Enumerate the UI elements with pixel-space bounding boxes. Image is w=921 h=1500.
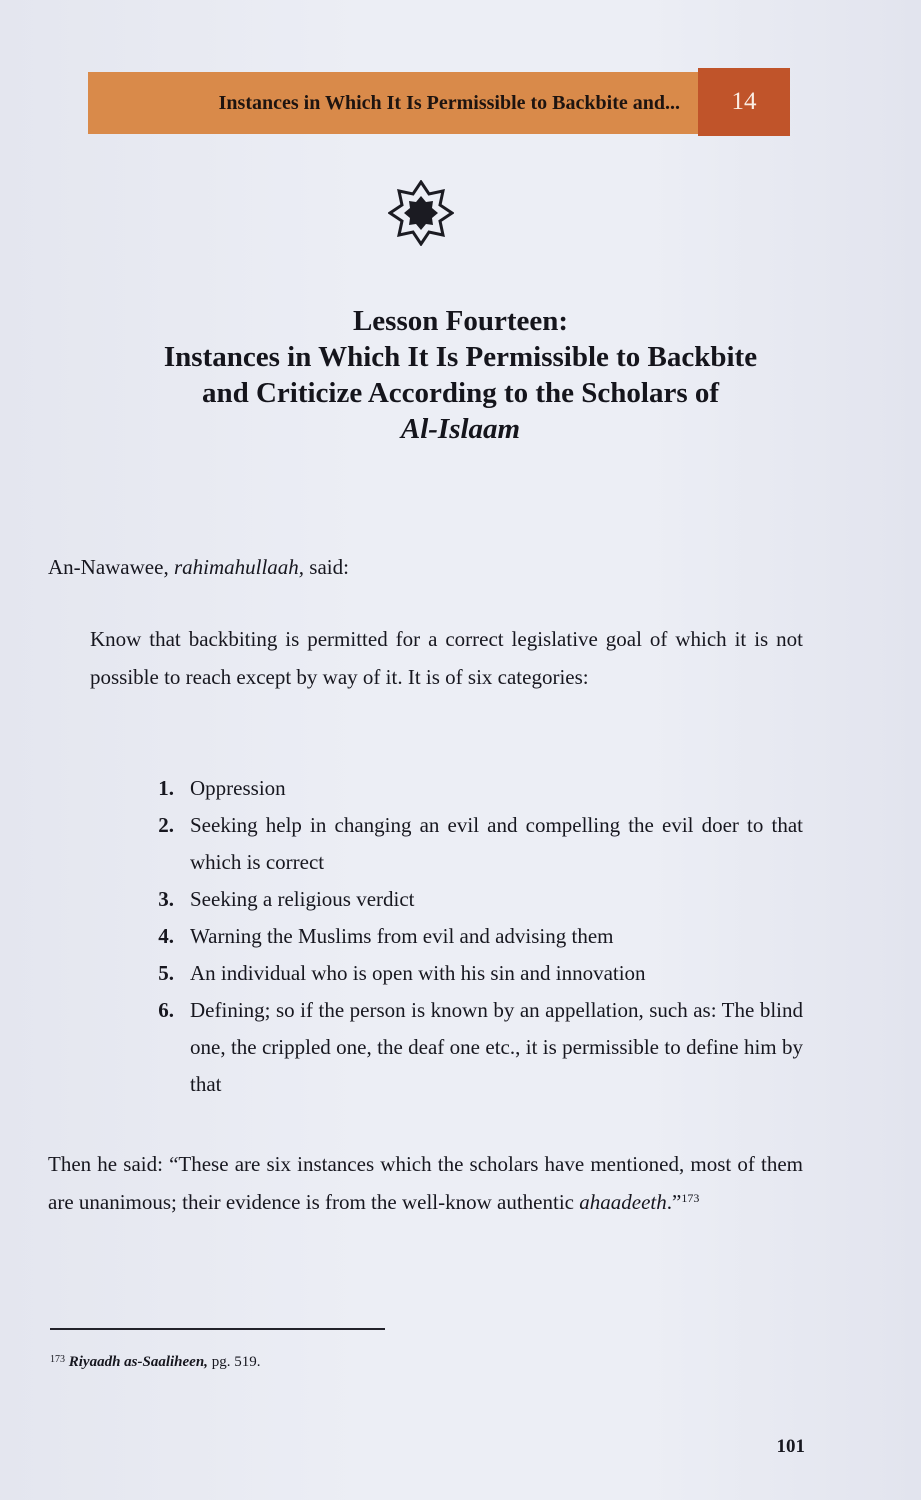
lesson-title-line-2: Instances in Which It Is Permissible to Backbite bbox=[163, 341, 758, 373]
running-header-title: Instances in Which It Is Permissible to Backbite and... bbox=[218, 91, 680, 114]
lesson-title bbox=[40, 303, 881, 447]
list-item-number: 3. bbox=[158, 887, 174, 911]
closing-text: Then he said: “These are six instances which the scholars have mentioned, most of them are unanimous; their evidence is from the well-know authentic bbox=[48, 1152, 803, 1214]
eight-point-star-icon bbox=[388, 180, 454, 246]
list-item-text: Defining; so if the person is known by an appellation, such as: The blind one, the crippled one, the deaf one etc., it is permissible to define him by that bbox=[190, 998, 803, 1096]
footnote-source: Riyaadh as-Saaliheen, bbox=[68, 1354, 208, 1370]
list-item-number: 6. bbox=[158, 998, 174, 1022]
ornament-inner-star bbox=[404, 196, 438, 230]
list-item bbox=[120, 881, 803, 918]
intro-author: An-Nawawee, bbox=[48, 555, 169, 579]
list-item bbox=[120, 807, 803, 881]
running-header bbox=[88, 72, 698, 134]
list-item-text: Oppression bbox=[190, 776, 286, 800]
footnote bbox=[50, 1350, 260, 1372]
page-number: 101 bbox=[776, 1436, 805, 1457]
intro-verb: said: bbox=[309, 555, 349, 579]
chapter-number-box bbox=[698, 68, 790, 136]
list-item-text: Warning the Muslims from evil and advising them bbox=[190, 924, 614, 948]
footnote-divider bbox=[50, 1328, 385, 1330]
quoted-paragraph: Know that backbiting is permitted for a correct legislative goal of which it is not possible to reach except by way of it. It is of six categories: bbox=[90, 627, 803, 689]
categories-list bbox=[120, 770, 803, 1103]
list-item-number: 4. bbox=[158, 924, 174, 948]
closing-paragraph bbox=[48, 1145, 803, 1221]
list-item bbox=[120, 992, 803, 1103]
footnote-number: 173 bbox=[50, 1354, 65, 1365]
footnote-reference[interactable]: 173 bbox=[681, 1191, 700, 1205]
intro-honorific: rahimahullaah, bbox=[173, 555, 305, 579]
closing-italic: ahaadeeth bbox=[579, 1190, 667, 1214]
lesson-title-line-4: Al-Islaam bbox=[400, 413, 521, 445]
list-item-text: Seeking a religious verdict bbox=[190, 887, 415, 911]
list-item-text: An individual who is open with his sin and innovation bbox=[190, 961, 646, 985]
list-item-number: 2. bbox=[158, 813, 174, 837]
list-item bbox=[120, 955, 803, 992]
list-item-text: Seeking help in changing an evil and compelling the evil doer to that which is correct bbox=[190, 813, 803, 874]
lesson-title-line-1: Lesson Fourteen: bbox=[352, 305, 569, 337]
list-item-number: 1. bbox=[158, 776, 174, 800]
list-item-number: 5. bbox=[158, 961, 174, 985]
list-item bbox=[120, 918, 803, 955]
chapter-number: 14 bbox=[731, 88, 757, 115]
lesson-title-line-3: and Criticize According to the Scholars of bbox=[201, 377, 720, 409]
list-item bbox=[120, 770, 803, 807]
footnote-page: pg. 519. bbox=[211, 1354, 261, 1370]
closing-end: .” bbox=[666, 1190, 682, 1214]
intro-line bbox=[48, 548, 349, 586]
